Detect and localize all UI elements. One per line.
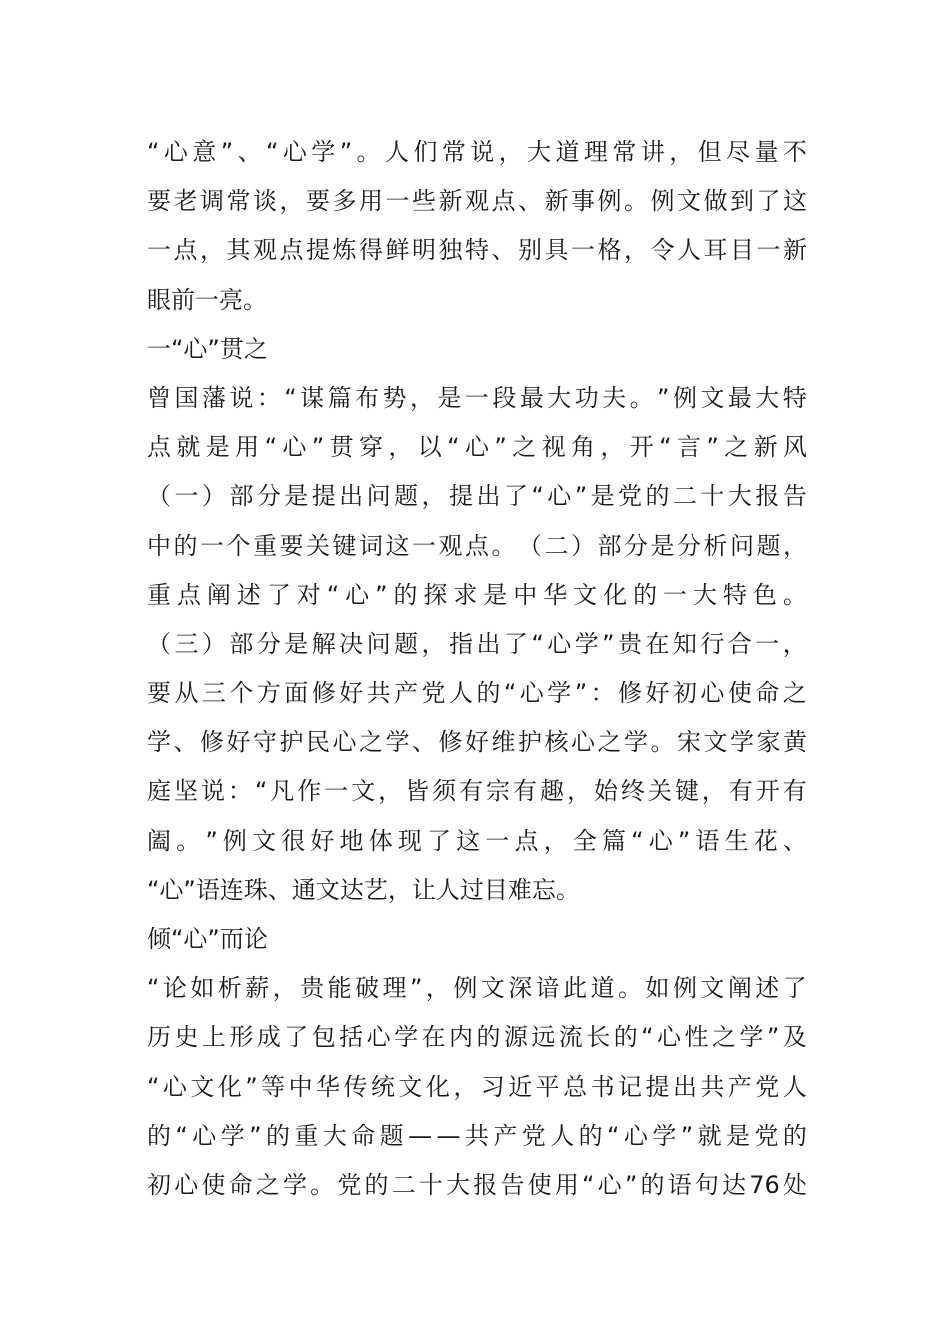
text-line: 眼前一亮。 [147, 285, 267, 314]
text-line: “ 心 意 ” 、 “ 心 学 ” 。 人 们 常 说 ， 大 道 理 常 讲 ， 但 尽 量 不 [147, 138, 807, 166]
text-line: 学 、 修 好 守 护 民 心 之 学 、 修 好 维 护 核 心 之 学 。 宋 文 学 家 黄 [147, 728, 807, 757]
text-line: （ 一 ） 部 分 是 提 出 问 题 ， 提 出 了 “ 心 ” 是 党 的 二 十 大 报 告 [147, 482, 807, 511]
text-line: 要 老 调 常 谈 ， 要 多 用 一 些 新 观 点 、 新 事 例 。 例 文 做 到 了 这 [147, 187, 807, 216]
text-line: “心”语连珠、通文达艺，让人过目难忘。 [147, 875, 580, 904]
document-body [147, 128, 807, 1210]
text-line: 中 的 一 个 重 要 关 键 词 这 一 观 点 。 （ 二 ） 部 分 是 分 析 问 题 ， [147, 531, 807, 560]
text-line: 的 “ 心 学 ” 的 重 大 命 题 — — 共 产 党 人 的 “ 心 学 ” 就 是 党 的 [147, 1121, 807, 1150]
text-line: 一 点 ， 其 观 点 提 炼 得 鲜 明 独 特 、 别 具 一 格 ， 令 人 耳 目 一 新 [147, 236, 807, 265]
text-line: （ 三 ） 部 分 是 解 决 问 题 ， 指 出 了 “ 心 学 ” 贵 在 知 行 合 一 ， [147, 629, 807, 658]
text-line: 庭 坚 说 ： “ 凡 作 一 文 ， 皆 须 有 宗 有 趣 ， 始 终 关 键 ， 有 开 有 [147, 777, 807, 806]
text-line: 曾 国 藩 说 ： “ 谋 篇 布 势 ， 是 一 段 最 大 功 夫 。 ” 例 文 最 大 特 [147, 383, 807, 412]
text-line: “ 论 如 析 薪 ， 贵 能 破 理 ” ， 例 文 深 谙 此 道 。 如 例 文 阐 述 了 [147, 974, 807, 1003]
text-line: 要 从 三 个 方 面 修 好 共 产 党 人 的 “ 心 学 ” ： 修 好 初 心 使 命 之 [147, 679, 807, 708]
text-line: 初 心 使 命 之 学 。 党 的 二 十 大 报 告 使 用 “ 心 ” 的 语 句 达 76 处 [147, 1170, 807, 1199]
text-line: 一“心”贯之 [147, 334, 268, 363]
text-line: 历 史 上 形 成 了 包 括 心 学 在 内 的 源 远 流 长 的 “ 心 性 之 学 ” 及 [147, 1023, 807, 1052]
text-line: 重 点 阐 述 了 对 “ 心 ” 的 探 求 是 中 华 文 化 的 一 大 特 色 。 [147, 580, 807, 609]
text-line: 倾“心”而论 [147, 925, 268, 953]
text-line: 阖 。 ” 例 文 很 好 地 体 现 了 这 一 点 ， 全 篇 “ 心 ” 语 生 花 、 [147, 826, 807, 855]
text-line: “ 心 文 化 ” 等 中 华 传 统 文 化 ， 习 近 平 总 书 记 提 出 共 产 党 人 [147, 1072, 807, 1101]
text-line: 点 就 是 用 “ 心 ” 贯 穿 ， 以 “ 心 ” 之 视 角 ， 开 “ 言 ” 之 新 风 [147, 433, 807, 462]
